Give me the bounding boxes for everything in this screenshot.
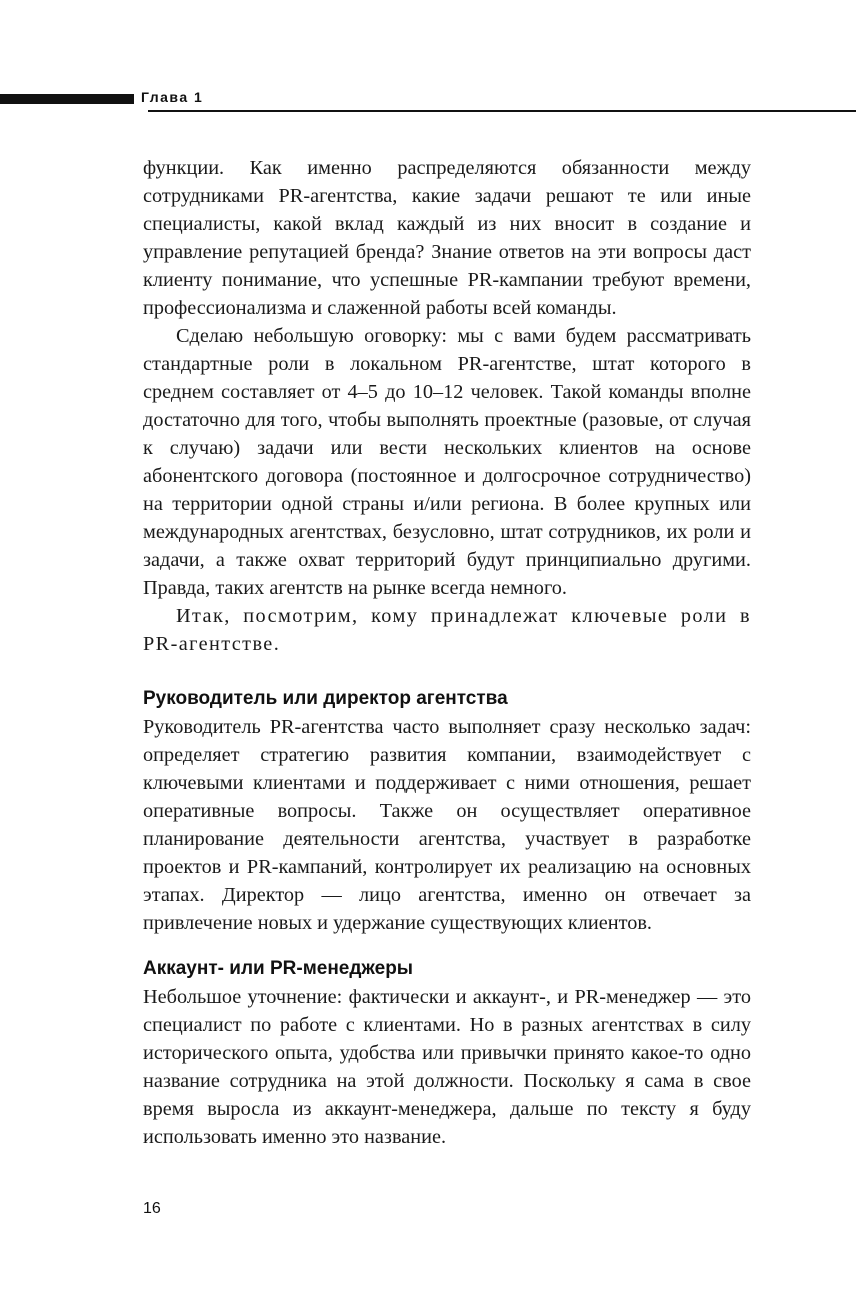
page-body	[143, 154, 751, 1151]
paragraph-3: Итак, посмотрим, кому принадлежат ключевые роли в PR-агентстве.	[143, 605, 751, 655]
section-text-director: Руководитель PR-агентства часто выполняет сразу несколько задач: определяет стратегию развития компании, взаимодействует с ключевыми клиентами и поддерживает с ними отношения, решает оперативные вопросы. Также он осуществляет оперативное планирование деятельности агентства, участвует в разработке проектов и PR-кампаний, контролирует их реализацию на основных этапах. Директор — лицо агентства, именно он отвечает за привлечение новых и удержание существующих клиентов.	[143, 716, 751, 934]
paragraph-1: функции. Как именно распределяются обязанности между сотрудниками PR-агентства, какие задачи решают те или иные специалисты, какой вклад каждый из них вносит в создание и управление репутацией бренда? Знание ответов на эти вопросы даст клиенту понимание, что успешные PR-кампании требуют времени, профессионализма и слаженной работы всей команды.	[143, 157, 751, 319]
header-rule	[148, 110, 856, 112]
chapter-label: Глава 1	[141, 89, 204, 105]
section-text-account-manager: Небольшое уточнение: фактически и аккаунт-, и PR-менеджер — это специалист по работе с клиентами. Но в разных агентствах в силу исторического опыта, удобства или привычки принято какое-то одно название сотрудника на этой должности. Поскольку я сама в свое время выросла из аккаунт-менеджера, дальше по тексту я буду использовать именно это название.	[143, 986, 751, 1148]
chapter-marker-bar	[0, 94, 134, 104]
paragraph-2: Сделаю небольшую оговорку: мы с вами будем рассматривать стандартные роли в локальном PR-агентстве, штат которого в среднем составляет от 4–5 до 10–12 человек. Такой команды вполне достаточно для того, чтобы выполнять проектные (разовые, от случая к случаю) задачи или вести нескольких клиентов на основе абонентского договора (постоянное и долгосрочное сотрудничество) на территории одной страны и/или региона. В более крупных или международных агентствах, безусловно, штат сотрудников, их роли и задачи, а также охват территорий будут принципиально другими. Правда, таких агентств на рынке всегда немного.	[143, 325, 751, 599]
section-heading-account-manager: Аккаунт- или PR-менеджеры	[143, 958, 414, 979]
section-heading-director: Руководитель или директор агентства	[143, 688, 508, 709]
page-number: 16	[143, 1200, 161, 1217]
